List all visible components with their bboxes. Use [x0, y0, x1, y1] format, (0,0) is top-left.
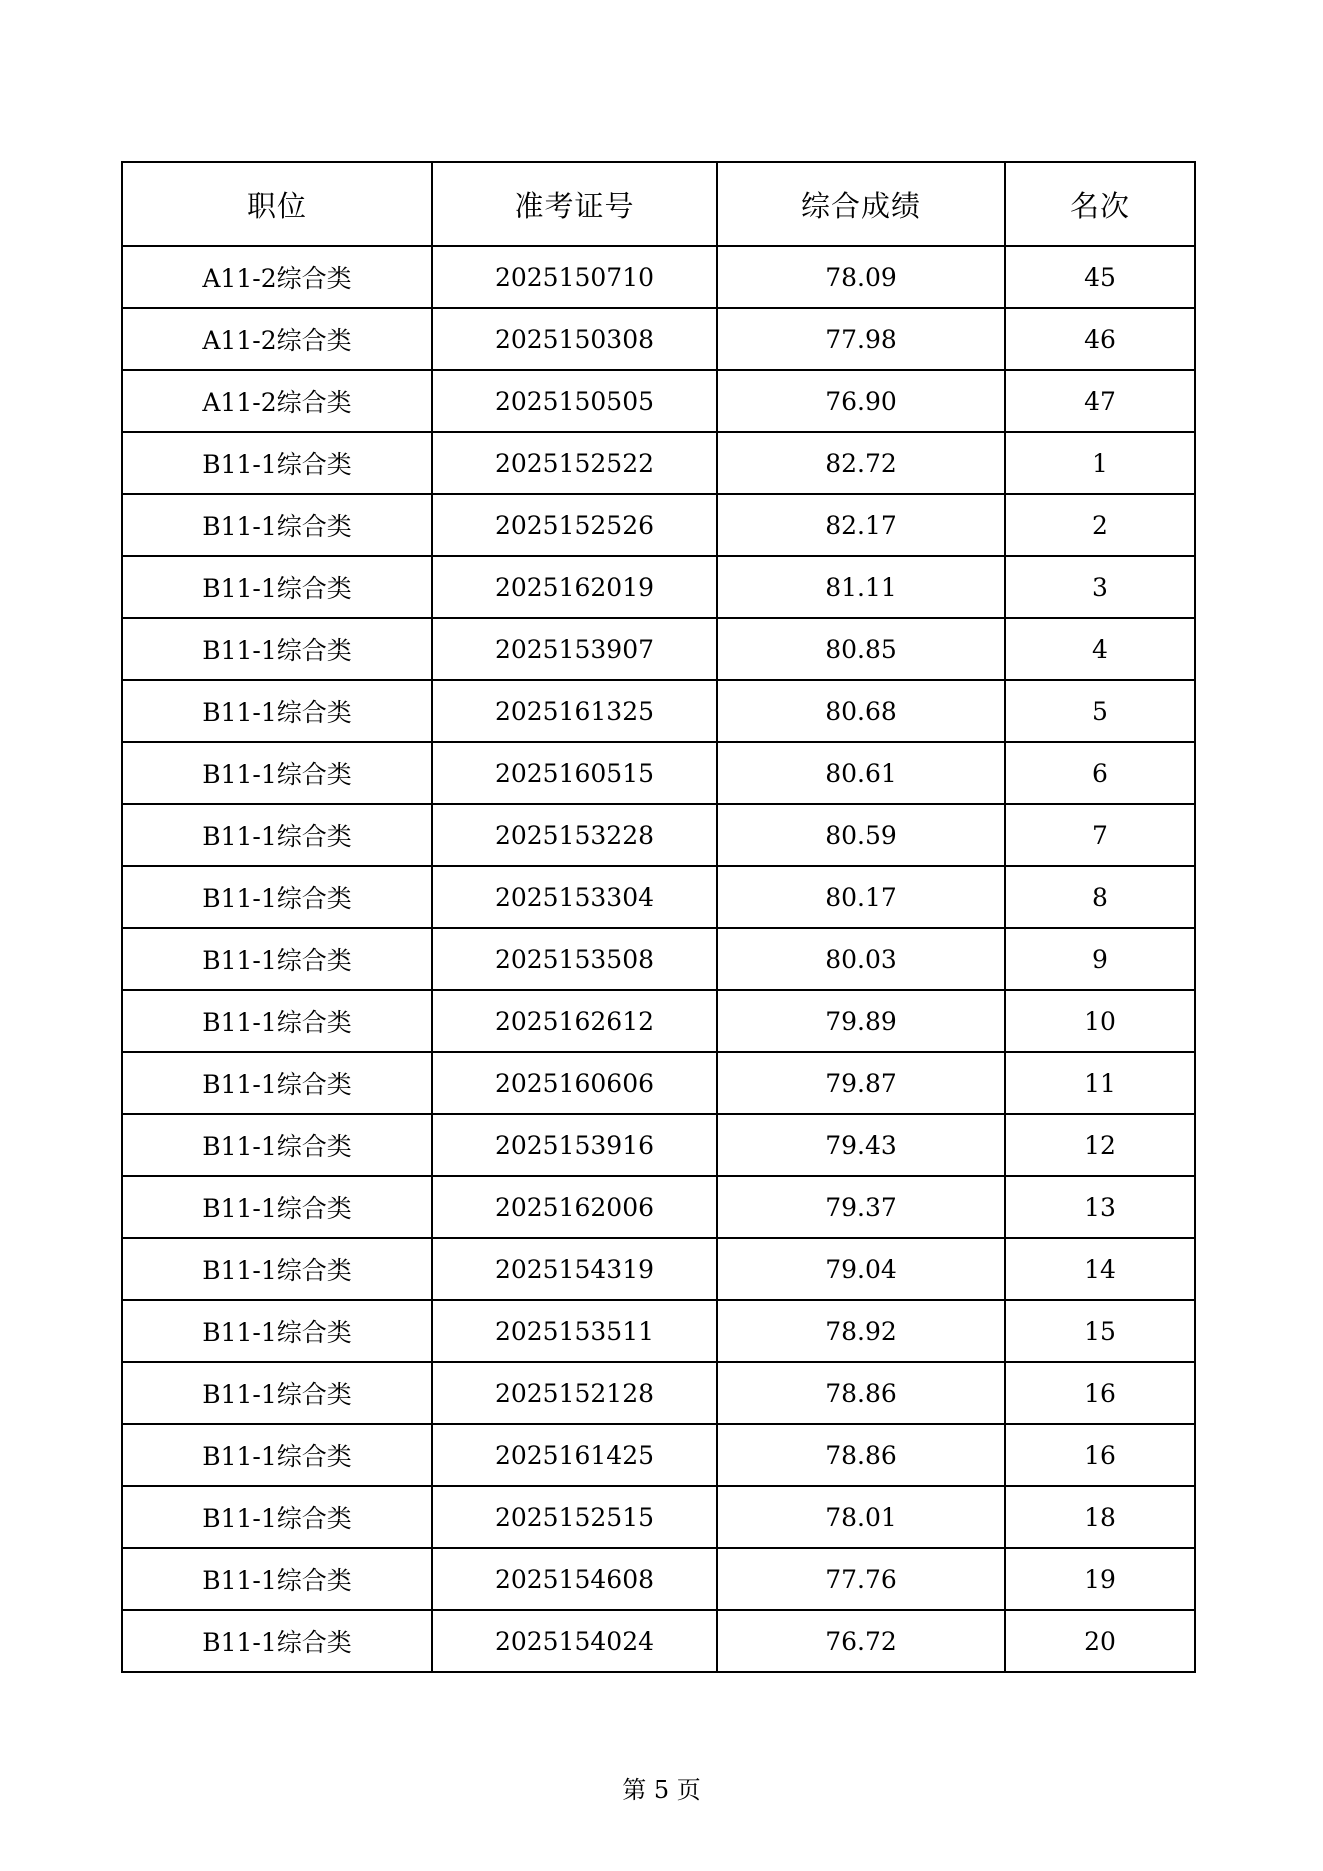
table-row [122, 1362, 1195, 1424]
header-position: 职位 [122, 162, 432, 246]
cell-total-score: 80.17 [717, 866, 1005, 928]
cell-total-score: 82.17 [717, 494, 1005, 556]
table-row [122, 1238, 1195, 1300]
cell-rank: 8 [1005, 866, 1195, 928]
cell-position: B11-1综合类 [122, 1424, 432, 1486]
cell-total-score: 80.68 [717, 680, 1005, 742]
table-row [122, 990, 1195, 1052]
cell-total-score: 78.86 [717, 1424, 1005, 1486]
cell-exam-number: 2025153304 [432, 866, 717, 928]
cell-rank: 45 [1005, 246, 1195, 308]
cell-total-score: 80.03 [717, 928, 1005, 990]
cell-position: B11-1综合类 [122, 1362, 432, 1424]
cell-total-score: 79.43 [717, 1114, 1005, 1176]
cell-position: B11-1综合类 [122, 432, 432, 494]
cell-position: B11-1综合类 [122, 1610, 432, 1672]
cell-exam-number: 2025152128 [432, 1362, 717, 1424]
table-row [122, 1548, 1195, 1610]
cell-rank: 47 [1005, 370, 1195, 432]
cell-exam-number: 2025153511 [432, 1300, 717, 1362]
table-row [122, 1610, 1195, 1672]
table-row [122, 494, 1195, 556]
cell-position: B11-1综合类 [122, 1114, 432, 1176]
cell-rank: 16 [1005, 1424, 1195, 1486]
cell-total-score: 79.89 [717, 990, 1005, 1052]
cell-rank: 20 [1005, 1610, 1195, 1672]
cell-position: B11-1综合类 [122, 742, 432, 804]
cell-rank: 18 [1005, 1486, 1195, 1548]
cell-exam-number: 2025154024 [432, 1610, 717, 1672]
cell-total-score: 78.92 [717, 1300, 1005, 1362]
cell-exam-number: 2025152515 [432, 1486, 717, 1548]
cell-total-score: 77.76 [717, 1548, 1005, 1610]
cell-position: B11-1综合类 [122, 990, 432, 1052]
header-exam-number: 准考证号 [432, 162, 717, 246]
table-row [122, 618, 1195, 680]
cell-total-score: 78.86 [717, 1362, 1005, 1424]
cell-exam-number: 2025154608 [432, 1548, 717, 1610]
cell-exam-number: 2025154319 [432, 1238, 717, 1300]
cell-rank: 19 [1005, 1548, 1195, 1610]
cell-rank: 9 [1005, 928, 1195, 990]
cell-rank: 7 [1005, 804, 1195, 866]
cell-position: B11-1综合类 [122, 494, 432, 556]
cell-rank: 15 [1005, 1300, 1195, 1362]
cell-position: A11-2综合类 [122, 246, 432, 308]
cell-rank: 6 [1005, 742, 1195, 804]
header-total-score: 综合成绩 [717, 162, 1005, 246]
cell-total-score: 76.90 [717, 370, 1005, 432]
cell-rank: 46 [1005, 308, 1195, 370]
cell-rank: 10 [1005, 990, 1195, 1052]
table-row [122, 928, 1195, 990]
cell-exam-number: 2025162019 [432, 556, 717, 618]
table-row [122, 1114, 1195, 1176]
cell-total-score: 81.11 [717, 556, 1005, 618]
cell-position: B11-1综合类 [122, 1052, 432, 1114]
cell-total-score: 79.37 [717, 1176, 1005, 1238]
cell-rank: 1 [1005, 432, 1195, 494]
table-row [122, 1486, 1195, 1548]
header-rank: 名次 [1005, 162, 1195, 246]
cell-total-score: 77.98 [717, 308, 1005, 370]
cell-exam-number: 2025153907 [432, 618, 717, 680]
cell-exam-number: 2025162006 [432, 1176, 717, 1238]
cell-rank: 2 [1005, 494, 1195, 556]
cell-position: A11-2综合类 [122, 370, 432, 432]
cell-position: B11-1综合类 [122, 1486, 432, 1548]
cell-exam-number: 2025150308 [432, 308, 717, 370]
cell-position: B11-1综合类 [122, 928, 432, 990]
table-row [122, 1052, 1195, 1114]
table-row [122, 432, 1195, 494]
cell-exam-number: 2025150710 [432, 246, 717, 308]
cell-rank: 13 [1005, 1176, 1195, 1238]
cell-exam-number: 2025161425 [432, 1424, 717, 1486]
cell-rank: 3 [1005, 556, 1195, 618]
cell-position: B11-1综合类 [122, 1548, 432, 1610]
cell-position: B11-1综合类 [122, 804, 432, 866]
cell-exam-number: 2025160515 [432, 742, 717, 804]
cell-exam-number: 2025161325 [432, 680, 717, 742]
table-row [122, 1176, 1195, 1238]
cell-exam-number: 2025153508 [432, 928, 717, 990]
cell-position: B11-1综合类 [122, 1238, 432, 1300]
table-row [122, 1424, 1195, 1486]
table-row [122, 742, 1195, 804]
cell-exam-number: 2025150505 [432, 370, 717, 432]
cell-exam-number: 2025160606 [432, 1052, 717, 1114]
cell-position: B11-1综合类 [122, 1176, 432, 1238]
table-row [122, 556, 1195, 618]
table-row [122, 866, 1195, 928]
cell-position: B11-1综合类 [122, 1300, 432, 1362]
cell-total-score: 78.01 [717, 1486, 1005, 1548]
cell-total-score: 78.09 [717, 246, 1005, 308]
cell-total-score: 80.61 [717, 742, 1005, 804]
cell-position: A11-2综合类 [122, 308, 432, 370]
table-row [122, 804, 1195, 866]
cell-rank: 16 [1005, 1362, 1195, 1424]
cell-position: B11-1综合类 [122, 680, 432, 742]
table-body [122, 246, 1195, 1672]
cell-total-score: 80.59 [717, 804, 1005, 866]
cell-total-score: 80.85 [717, 618, 1005, 680]
cell-total-score: 79.04 [717, 1238, 1005, 1300]
cell-position: B11-1综合类 [122, 618, 432, 680]
cell-total-score: 79.87 [717, 1052, 1005, 1114]
table-row [122, 680, 1195, 742]
table-header-row [122, 162, 1195, 246]
cell-rank: 14 [1005, 1238, 1195, 1300]
cell-rank: 12 [1005, 1114, 1195, 1176]
cell-rank: 5 [1005, 680, 1195, 742]
table-row [122, 1300, 1195, 1362]
page-number: 第 5 页 [622, 1776, 701, 1804]
cell-exam-number: 2025152526 [432, 494, 717, 556]
cell-rank: 11 [1005, 1052, 1195, 1114]
cell-position: B11-1综合类 [122, 866, 432, 928]
score-table [121, 161, 1196, 1673]
cell-exam-number: 2025152522 [432, 432, 717, 494]
cell-exam-number: 2025153916 [432, 1114, 717, 1176]
cell-total-score: 82.72 [717, 432, 1005, 494]
table-row [122, 246, 1195, 308]
cell-rank: 4 [1005, 618, 1195, 680]
cell-exam-number: 2025153228 [432, 804, 717, 866]
cell-total-score: 76.72 [717, 1610, 1005, 1672]
table-row [122, 370, 1195, 432]
cell-exam-number: 2025162612 [432, 990, 717, 1052]
cell-position: B11-1综合类 [122, 556, 432, 618]
table-row [122, 308, 1195, 370]
